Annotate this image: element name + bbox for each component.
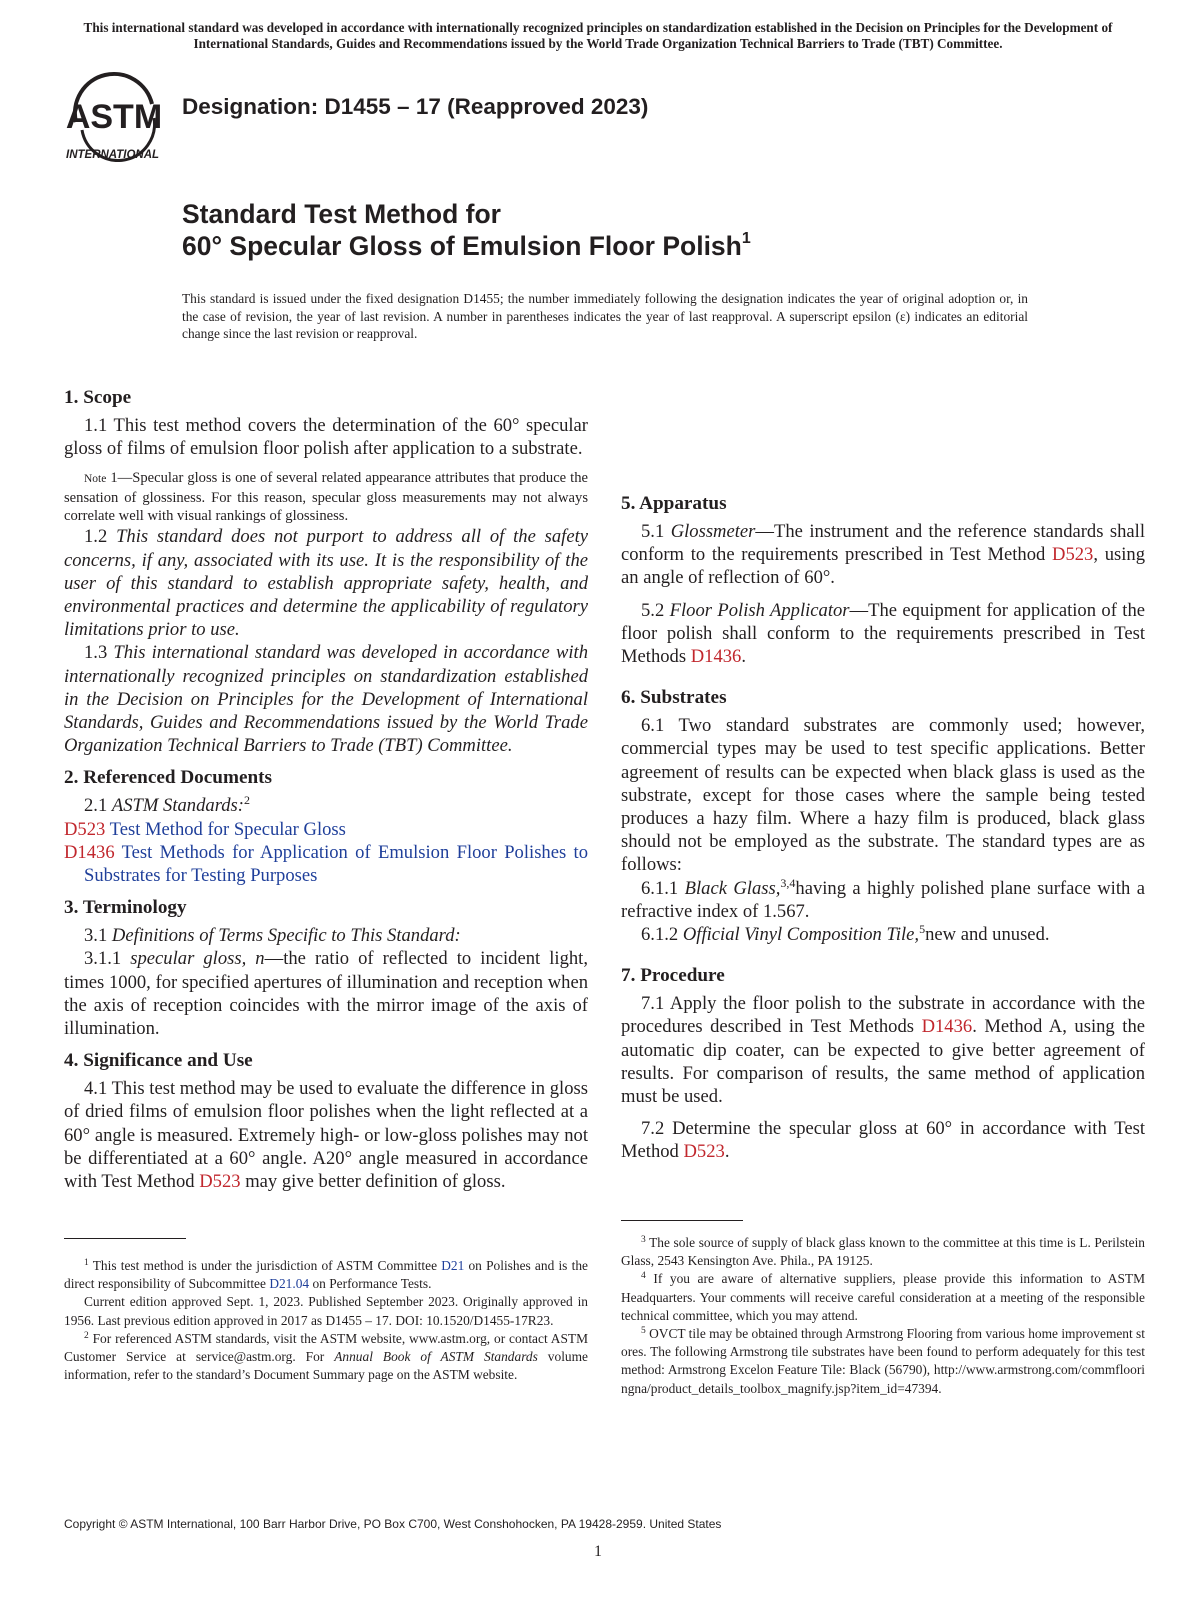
page-number: 1: [594, 1543, 602, 1560]
document-title: [182, 198, 751, 262]
right-column: [621, 492, 1145, 1164]
title-line-2: 60° Specular Gloss of Emulsion Floor Polish$^1$: [182, 230, 751, 261]
section-heading-scope: 1. Scope: [64, 387, 132, 408]
footnotes-right: [621, 1220, 1145, 1398]
paragraph-1-2: 1.2 This standard does not purport to address all of the safety concerns, if any, associated with its use. It is the responsibility of the user of this standard to establish appropriate safety, health, and environmental practices and determine the applicability of regulatory limitations prior to use.: [64, 526, 588, 641]
copyright-line: Copyright © ASTM International, 100 Barr Harbor Drive, PO Box C700, West Conshohocken, PA 19428-2959. United States: [64, 1517, 722, 1531]
footnote-1-current-edition: Current edition approved Sept. 1, 2023. Published September 2023. Originally approved in 1956. Last previous edition approved in 2017 as D1455 – 17. DOI: 10.1520/D1455-17R23.: [64, 1294, 588, 1328]
paragraph-6-1-1: 6.1.1 Black Glass,$^{3,4}$having a highly polished plane surface with a refractive index of 1.567.: [621, 875, 1145, 922]
footnote-1: $^1$ This test method is under the jurisdiction of ASTM Committee D21 on Polishes and is the direct responsibility of Subcommittee D21.04 on Performance Tests.: [64, 1258, 588, 1292]
paragraph-1-1: 1.1 This test method covers the determination of the 60° specular gloss of films of emulsion floor polish after application to a substrate.: [64, 415, 588, 460]
section-heading-procedure: 7. Procedure: [621, 965, 725, 987]
link-d21[interactable]: D21: [441, 1258, 465, 1273]
wto-notice: This international standard was developed in accordance with internationally recognized principles on standardization established in the Decision on Principles for the Development of International Standards, Guides and Recommendations issued by the World Trade Organization Technical Barriers to Trade (TBT) Committee.: [83, 20, 1113, 51]
section-heading-substrates: 6. Substrates: [621, 687, 727, 709]
svg-text:INTERNATIONAL: INTERNATIONAL: [66, 149, 160, 161]
svg-text:ASTM: ASTM: [65, 98, 163, 136]
designation: Designation: D1455 – 17 (Reapproved 2023): [182, 94, 649, 119]
link-d523[interactable]: D523: [199, 1170, 241, 1192]
paragraph-7-1: 7.1 Apply the floor polish to the substrate in accordance with the procedures described in Test Methods D1436. Method A, using the automatic dip coater, can be expected to give better agreement of results. For comparison of results, the same method of application must be used.: [621, 993, 1145, 1108]
link-d523[interactable]: D523: [1052, 544, 1094, 566]
link-d21-04[interactable]: D21.04: [269, 1276, 310, 1292]
footnote-2: $^2$ For referenced ASTM standards, visit the ASTM website, www.astm.org, or contact ASTM Customer Service at service@astm.org. For Annual Book of ASTM Standards volume information, refer to the standard’s Document Summary page on the ASTM website.: [64, 1330, 588, 1383]
section-heading-referenced-documents: 2. Referenced Documents: [64, 767, 272, 789]
footnote-rule: [64, 1238, 186, 1239]
note-1: Note 1—Specular gloss is one of several related appearance attributes that produce the sensation of glossiness. For this reason, specular gloss measurements may not always correlate well with visual rankings of glossiness.: [64, 470, 588, 524]
issuance-statement: This standard is issued under the fixed designation D1455; the number immediately following the designation indicates the year of original adoption or, in the case of revision, the year of last revision. A number in parentheses indicates the year of last reapproval. A superscript epsilon (ε) indicates an editorial change since the last revision or reapproval.: [182, 291, 1028, 341]
paragraph-6-1: 6.1 Two standard substrates are commonly used; however, commercial types may be used to test specific applications. Better agreement of results can be expected when black glass is used as the substrate, except for those cases where the sample being tested produces a hazy film. Where a hazy film is produced, black glass should not be employed as the substrate. The standard types are as follows:: [621, 715, 1145, 876]
paragraph-7-2: 7.2 Determine the specular gloss at 60° in accordance with Test Method D523.: [621, 1118, 1145, 1163]
paragraph-1-3: 1.3 This international standard was developed in accordance with internationally recognized principles on standardization established in the Decision on Principles for the Development of International Standards, Guides and Recommendations issued by the World Trade Organization Technical Barriers to Trade (TBT) Committee.: [64, 642, 588, 757]
title-line-1: Standard Test Method for: [182, 199, 501, 229]
paragraph-5-2: 5.2 Floor Polish Applicator—The equipment for application of the floor polish shall conform to the requirements prescribed in Test Methods D1436.: [621, 599, 1145, 668]
section-heading-terminology: 3. Terminology: [64, 897, 187, 919]
link-d1436[interactable]: D1436: [690, 646, 742, 668]
astm-logo: [62, 70, 172, 162]
paragraph-2-1: 2.1 ASTM Standards:$^2$: [84, 793, 250, 817]
section-heading-apparatus: 5. Apparatus: [621, 493, 727, 514]
footnote-rule: [621, 1220, 743, 1221]
footnote-5: $^5$ OVCT tile may be obtained through Armstrong Flooring from various home improvement stores. The following Armstrong tile substrates have been found to perform adequately for this test method: Armstrong Excelon Feature Tile: Black (56790), http://www.armstrong.com/commflooringna/product_details_toolbox_magnify.jsp?item_id=47394.: [621, 1326, 1145, 1396]
paragraph-3-1: 3.1 Definitions of Terms Specific to This Standard:: [84, 925, 461, 947]
reference-d523[interactable]: D523 Test Method for Specular Gloss: [64, 818, 346, 840]
paragraph-4-1: 4.1 This test method may be used to evaluate the difference in gloss of dried films of emulsion floor polishes when the light reflected at a 60° angle is measured. Extremely high- or low-gloss polishes may not be differentiated at a 60° angle. A20° angle measured in accordance with Test Method D523 may give better definition of gloss.: [64, 1078, 588, 1192]
section-heading-significance: 4. Significance and Use: [64, 1050, 253, 1072]
footnote-4: $^4$ If you are aware of alternative suppliers, please provide this information to ASTM Headquarters. Your comments will receive careful consideration at a meeting of the responsible technical committee, which you may attend.: [621, 1271, 1145, 1323]
paragraph-3-1-1: 3.1.1 specular gloss, n—the ratio of reflected to incident light, times 1000, for specified apertures of illumination and reception when the axis of reception coincides with the mirror image of the axis of illumination.: [64, 948, 588, 1039]
left-column: [64, 386, 588, 1193]
link-d523[interactable]: D523: [683, 1141, 725, 1163]
paragraph-5-1: 5.1 Glossmeter—The instrument and the reference standards shall conform to the requirements prescribed in Test Method D523, using an angle of reflection of 60°.: [621, 521, 1146, 589]
footnote-3: $^3$ The sole source of supply of black glass known to the committee at this time is L. Perilstein Glass, 2543 Kensington Ave. Phila., PA 19125.: [621, 1235, 1145, 1269]
title-footnote-ref[interactable]: 1: [741, 230, 751, 247]
link-d1436[interactable]: D1436: [921, 1016, 973, 1038]
paragraph-6-1-2: 6.1.2 Official Vinyl Composition Tile,$^5$new and unused.: [641, 922, 1050, 946]
footnotes-left: [64, 1238, 588, 1384]
reference-d1436[interactable]: D1436 Test Methods for Application of Emulsion Floor Polishes to Substrates for Testing Purposes: [64, 841, 589, 886]
